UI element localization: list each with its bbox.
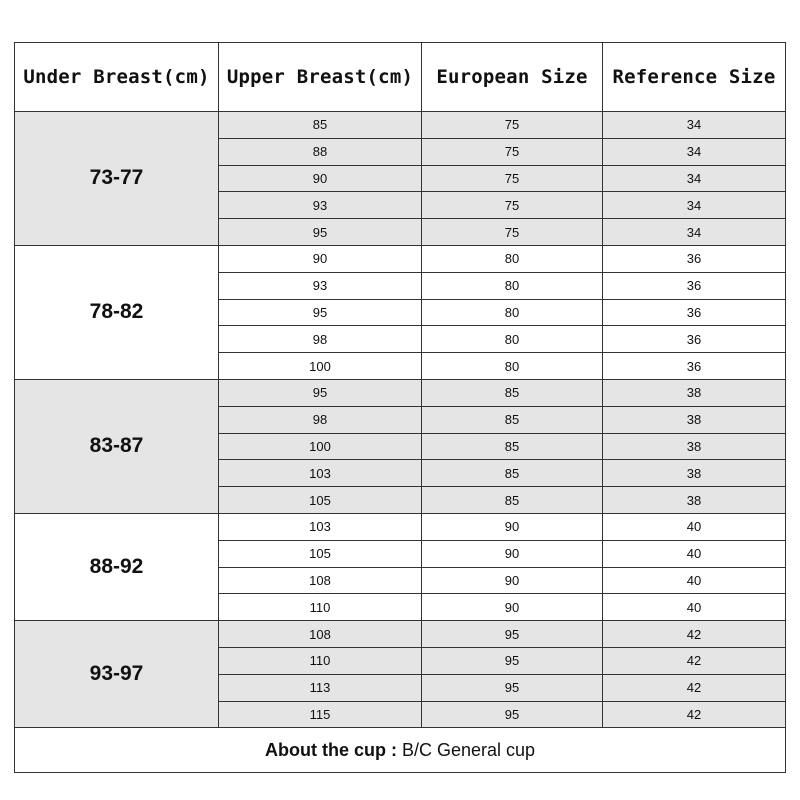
under-breast-range: 78-82 xyxy=(15,245,219,379)
reference-size-cell: 34 xyxy=(603,112,786,139)
european-size-cell: 95 xyxy=(422,647,603,674)
reference-size-cell: 42 xyxy=(603,621,786,648)
upper-breast-cell: 108 xyxy=(219,567,422,594)
upper-breast-cell: 100 xyxy=(219,433,422,460)
table-row xyxy=(15,245,786,272)
european-size-cell: 90 xyxy=(422,594,603,621)
reference-size-cell: 36 xyxy=(603,299,786,326)
upper-breast-cell: 93 xyxy=(219,272,422,299)
header-european-size: European Size xyxy=(422,43,603,112)
upper-breast-cell: 105 xyxy=(219,540,422,567)
upper-breast-cell: 110 xyxy=(219,647,422,674)
european-size-cell: 80 xyxy=(422,353,603,380)
upper-breast-cell: 88 xyxy=(219,138,422,165)
upper-breast-cell: 110 xyxy=(219,594,422,621)
upper-breast-cell: 93 xyxy=(219,192,422,219)
european-size-cell: 80 xyxy=(422,245,603,272)
table-body xyxy=(15,112,786,728)
upper-breast-cell: 108 xyxy=(219,621,422,648)
upper-breast-cell: 95 xyxy=(219,299,422,326)
upper-breast-cell: 98 xyxy=(219,406,422,433)
european-size-cell: 75 xyxy=(422,219,603,246)
european-size-cell: 75 xyxy=(422,192,603,219)
reference-size-cell: 36 xyxy=(603,326,786,353)
upper-breast-cell: 95 xyxy=(219,219,422,246)
header-row xyxy=(15,43,786,112)
upper-breast-cell: 85 xyxy=(219,112,422,139)
under-breast-range: 83-87 xyxy=(15,379,219,513)
footer-row xyxy=(15,728,786,773)
cup-note xyxy=(15,728,786,773)
european-size-cell: 90 xyxy=(422,567,603,594)
header-upper-breast: Upper Breast(cm) xyxy=(219,43,422,112)
upper-breast-cell: 103 xyxy=(219,460,422,487)
reference-size-cell: 40 xyxy=(603,540,786,567)
upper-breast-cell: 103 xyxy=(219,513,422,540)
upper-breast-cell: 115 xyxy=(219,701,422,728)
european-size-cell: 85 xyxy=(422,460,603,487)
size-chart-table xyxy=(14,42,786,773)
header-reference-size: Reference Size xyxy=(603,43,786,112)
european-size-cell: 80 xyxy=(422,299,603,326)
table-row xyxy=(15,621,786,648)
reference-size-cell: 36 xyxy=(603,272,786,299)
table-row xyxy=(15,379,786,406)
european-size-cell: 85 xyxy=(422,406,603,433)
european-size-cell: 85 xyxy=(422,487,603,514)
reference-size-cell: 38 xyxy=(603,433,786,460)
table-row xyxy=(15,513,786,540)
under-breast-range: 73-77 xyxy=(15,112,219,246)
under-breast-range: 88-92 xyxy=(15,513,219,620)
upper-breast-cell: 105 xyxy=(219,487,422,514)
header-under-breast: Under Breast(cm) xyxy=(15,43,219,112)
reference-size-cell: 36 xyxy=(603,245,786,272)
reference-size-cell: 40 xyxy=(603,513,786,540)
reference-size-cell: 42 xyxy=(603,674,786,701)
european-size-cell: 90 xyxy=(422,513,603,540)
reference-size-cell: 34 xyxy=(603,219,786,246)
european-size-cell: 95 xyxy=(422,674,603,701)
reference-size-cell: 38 xyxy=(603,487,786,514)
reference-size-cell: 34 xyxy=(603,138,786,165)
reference-size-cell: 40 xyxy=(603,567,786,594)
reference-size-cell: 42 xyxy=(603,701,786,728)
table-row xyxy=(15,112,786,139)
european-size-cell: 85 xyxy=(422,379,603,406)
european-size-cell: 95 xyxy=(422,621,603,648)
under-breast-range: 93-97 xyxy=(15,621,219,728)
upper-breast-cell: 90 xyxy=(219,165,422,192)
upper-breast-cell: 98 xyxy=(219,326,422,353)
reference-size-cell: 38 xyxy=(603,460,786,487)
european-size-cell: 80 xyxy=(422,272,603,299)
european-size-cell: 95 xyxy=(422,701,603,728)
european-size-cell: 75 xyxy=(422,112,603,139)
european-size-cell: 75 xyxy=(422,138,603,165)
european-size-cell: 75 xyxy=(422,165,603,192)
cup-note-value: B/C General cup xyxy=(401,739,536,760)
european-size-cell: 80 xyxy=(422,326,603,353)
reference-size-cell: 34 xyxy=(603,192,786,219)
reference-size-cell: 36 xyxy=(603,353,786,380)
european-size-cell: 85 xyxy=(422,433,603,460)
reference-size-cell: 42 xyxy=(603,647,786,674)
upper-breast-cell: 100 xyxy=(219,353,422,380)
reference-size-cell: 34 xyxy=(603,165,786,192)
european-size-cell: 90 xyxy=(422,540,603,567)
reference-size-cell: 40 xyxy=(603,594,786,621)
upper-breast-cell: 90 xyxy=(219,245,422,272)
upper-breast-cell: 113 xyxy=(219,674,422,701)
cup-note-label: About the cup : xyxy=(264,739,402,760)
reference-size-cell: 38 xyxy=(603,379,786,406)
upper-breast-cell: 95 xyxy=(219,379,422,406)
reference-size-cell: 38 xyxy=(603,406,786,433)
